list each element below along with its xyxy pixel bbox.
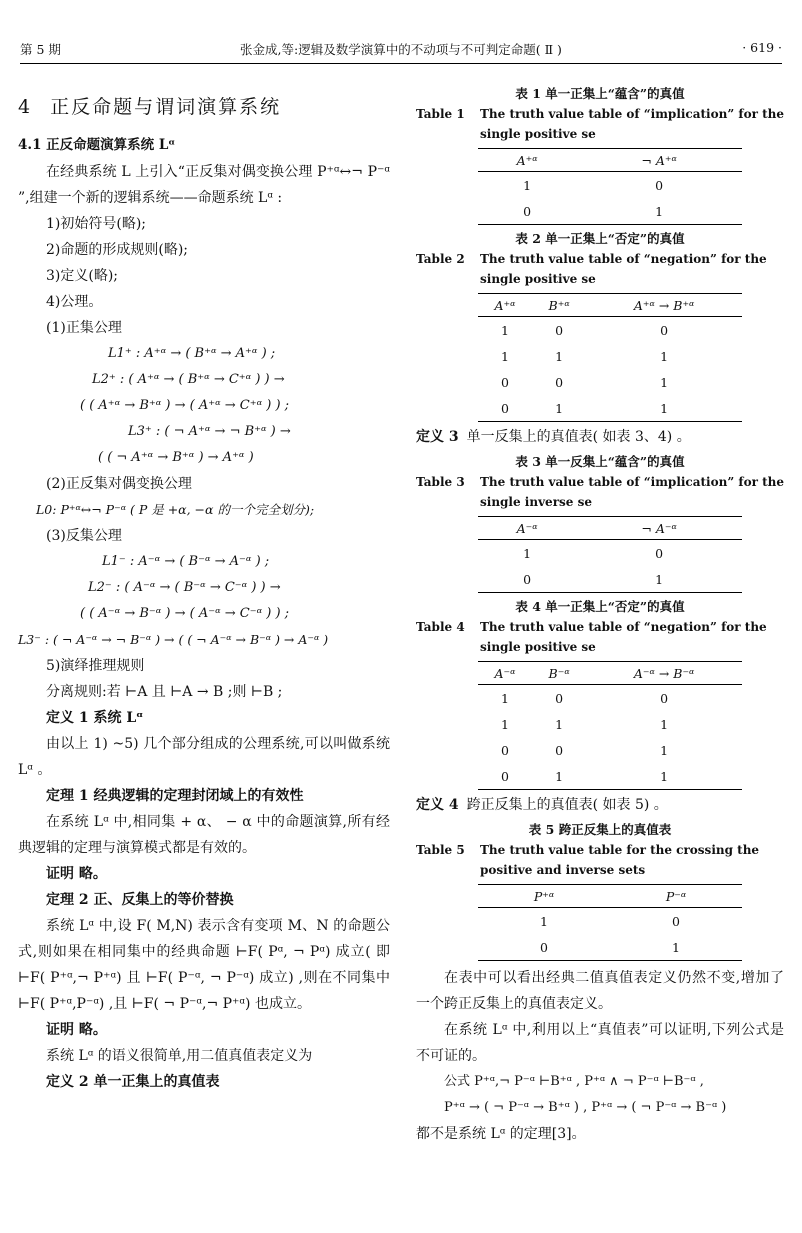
definition-heading: 定义 1 系统 Lᵅ — [46, 710, 144, 726]
definition-4: 定义 4 跨正反集上的真值表( 如表 5) 。 — [416, 797, 668, 813]
table-caption-cn: 表 2 单一正集上“否定”的真值 — [515, 231, 685, 246]
paragraph: 由以上 1) ~5) 几个部分组成的公理系统,可以叫做系统 Lᵅ 。 — [18, 736, 390, 778]
axiom-formula: L3⁺ : ( ¬ A⁺ᵅ → ¬ B⁺ᵅ ) → — [128, 424, 291, 439]
paragraph: 都不是系统 Lᵅ 的定理[3]。 — [416, 1126, 586, 1142]
table-caption-cn: 表 4 单一正集上“否定”的真值 — [515, 599, 685, 614]
table-caption-en: Table 2 The truth value table of “negation” for the single positive se — [416, 252, 767, 286]
table-caption-cn: 表 1 单一正集上“蕴含”的真值 — [515, 86, 685, 101]
truth-table-3: A⁻ᵅ ¬ A⁻ᵅ 1 0 0 1 — [478, 516, 742, 593]
list-item: 2)命题的形成规则(略); — [46, 242, 189, 258]
proof-label: 证明 略。 — [46, 866, 107, 882]
truth-table-1: A⁺ᵅ ¬ A⁺ᵅ 1 0 0 1 — [478, 148, 742, 225]
list-item: 1)初始符号(略); — [46, 216, 147, 232]
section-heading: 4 正反命题与谓词演算系统 — [18, 96, 282, 118]
formula-line: 公式 P⁺ᵅ,¬ P⁻ᵅ ⊢B⁺ᵅ , P⁺ᵅ ∧ ¬ P⁻ᵅ ⊢B⁻ᵅ , — [444, 1074, 704, 1089]
paragraph: 在系统 Lᵅ 中,利用以上“真值表”可以证明,下列公式是不可证的。 — [416, 1022, 784, 1064]
formula-line: P⁺ᵅ → ( ¬ P⁻ᵅ → B⁺ᵅ ) , P⁺ᵅ → ( ¬ P⁻ᵅ → B⁻ᵅ ) — [444, 1100, 727, 1115]
truth-table-5: P⁺ᵅ P⁻ᵅ 1 0 0 1 — [478, 884, 742, 961]
axiom-formula: L2⁻ : ( A⁻ᵅ → ( B⁻ᵅ → C⁻ᵅ ) ) → — [88, 580, 281, 595]
list-item: (3)反集公理 — [46, 528, 122, 544]
truth-table-4: A⁻ᵅ B⁻ᵅ A⁻ᵅ → B⁻ᵅ 1 0 0 1 1 1 0 0 1 0 1 1 — [478, 661, 742, 790]
axiom-formula: L1⁻ : A⁻ᵅ → ( B⁻ᵅ → A⁻ᵅ ) ; — [102, 554, 270, 569]
issue-label: 第 5 期 — [20, 42, 61, 57]
truth-table-2: A⁺ᵅ B⁺ᵅ A⁺ᵅ → B⁺ᵅ 1 0 0 1 1 1 0 0 1 0 1 1 — [478, 293, 742, 422]
list-item: 4)公理。 — [46, 294, 103, 310]
list-item: 3)定义(略); — [46, 268, 119, 284]
table-caption-cn: 表 5 跨正反集上的真值表 — [528, 822, 672, 837]
left-column — [18, 80, 390, 1095]
axiom-formula: L2⁺ : ( A⁺ᵅ → ( B⁺ᵅ → C⁺ᵅ ) ) → — [92, 372, 285, 387]
list-item: (2)正反集对偶变换公理 — [46, 476, 192, 492]
definition-heading: 定义 2 单一正集上的真值表 — [46, 1074, 220, 1090]
table-caption-en: Table 4 The truth value table of “negation” for the single positive se — [416, 620, 767, 654]
proof-label: 证明 略。 — [46, 1022, 107, 1038]
paragraph: 系统 Lᵅ 的语义很简单,用二值真值表定义为 — [46, 1048, 313, 1064]
table-caption-en: Table 5 The truth value table for the crossing the positive and inverse sets — [416, 843, 760, 877]
right-column — [416, 80, 784, 1147]
axiom-formula: ( ( A⁻ᵅ → B⁻ᵅ ) → ( A⁻ᵅ → C⁻ᵅ ) ) ; — [80, 606, 290, 621]
page-number: · 619 · — [742, 40, 782, 55]
axiom-formula: ( ( ¬ A⁺ᵅ → B⁺ᵅ ) → A⁺ᵅ ) — [98, 450, 254, 465]
theorem-heading: 定理 2 正、反集上的等价替换 — [46, 892, 234, 908]
list-item: 5)演绎推理规则 — [46, 658, 145, 674]
axiom-formula: L3⁻ : ( ¬ A⁻ᵅ → ¬ B⁻ᵅ ) → ( ( ¬ A⁻ᵅ → B⁻ᵅ ) → A⁻ᵅ ) — [18, 632, 329, 647]
table-caption-en: Table 3 The truth value table of “implication” for the single inverse se — [416, 475, 784, 509]
subsection-heading: 4.1 正反命题演算系统 Lᵅ — [18, 137, 176, 153]
axiom-formula: ( ( A⁺ᵅ → B⁺ᵅ ) → ( A⁺ᵅ → C⁺ᵅ ) ) ; — [80, 398, 290, 413]
dual-axiom: L0: P⁺ᵅ↔¬ P⁻ᵅ ( P 是 +α, −α 的一个完全划分); — [36, 502, 315, 517]
paragraph: 系统 Lᵅ 中,设 F( M,N) 表示含有变项 M、N 的命题公式,则如果在相同集中的经典命题 ⊢F( Pᵅ, ¬ Pᵅ) 成立( 即 ⊢F( P⁺ᵅ,¬ P⁺ᵅ) 且 ⊢F( P⁻ᵅ, ¬ P⁻ᵅ) 成立) ,则在不同集中 ⊢F( P⁺ᵅ,P⁻ᵅ) ,且 ⊢F( ¬ P⁻ᵅ,¬ P⁺ᵅ) 也成立。 — [18, 918, 390, 1012]
paragraph: 在表中可以看出经典二值真值表定义仍然不变,增加了一个跨正反集上的真值表定义。 — [416, 970, 784, 1012]
article-title-header: 张金成,等:逻辑及数学演算中的不动项与不可判定命题( Ⅱ ) — [240, 42, 562, 57]
running-header — [20, 40, 782, 60]
list-item: (1)正集公理 — [46, 320, 122, 336]
paragraph: 在系统 Lᵅ 中,相同集 + α、 − α 中的命题演算,所有经典逻辑的定理与演算模式都是有效的。 — [18, 814, 390, 856]
definition-3: 定义 3 单一反集上的真值表( 如表 3、4) 。 — [416, 429, 691, 445]
table-caption-cn: 表 3 单一反集上“蕴含”的真值 — [515, 454, 685, 469]
axiom-formula: L1⁺ : A⁺ᵅ → ( B⁺ᵅ → A⁺ᵅ ) ; — [108, 346, 276, 361]
header-rule — [20, 63, 782, 64]
intro-paragraph: 在经典系统 L 上引入“正反集对偶变换公理 P⁺ᵅ↔¬ P⁻ᵅ ”,组建一个新的逻辑系统——命题系统 Lᵅ : — [18, 164, 390, 206]
table-caption-en: Table 1 The truth value table of “implication” for the single positive se — [416, 107, 784, 141]
rule-text: 分离规则:若 ⊢A 且 ⊢A → B ;则 ⊢B ; — [46, 684, 283, 700]
theorem-heading: 定理 1 经典逻辑的定理封闭域上的有效性 — [46, 788, 304, 804]
